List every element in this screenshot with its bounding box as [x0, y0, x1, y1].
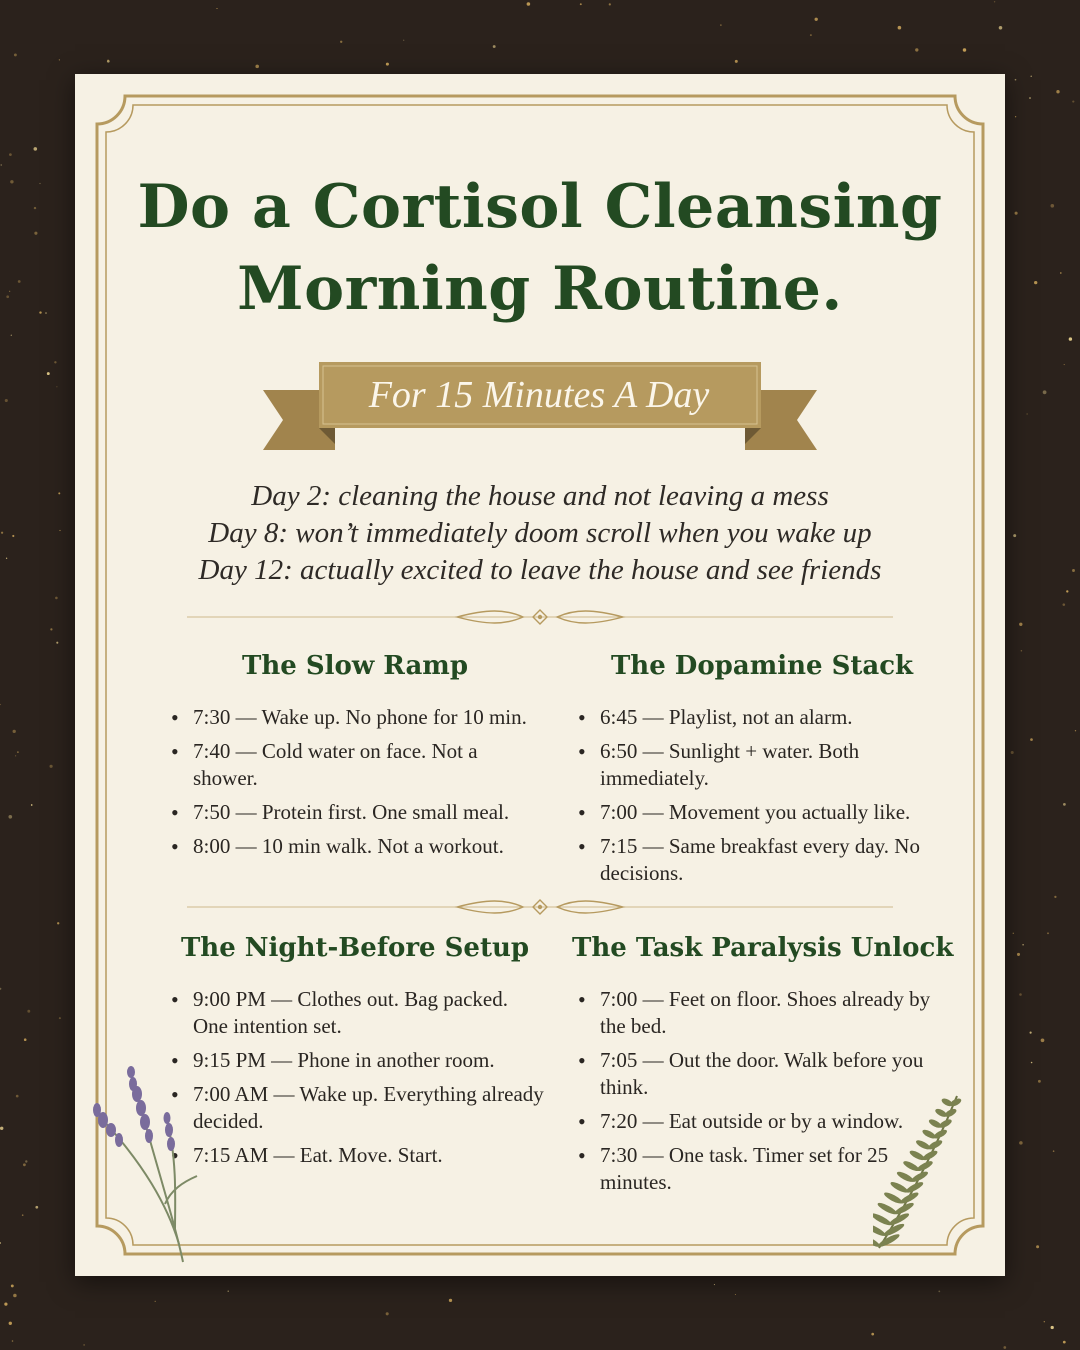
gold-speckle	[16, 1095, 19, 1098]
gold-speckle	[1047, 932, 1049, 934]
gold-speckle	[1063, 603, 1066, 606]
gold-speckle	[1075, 730, 1076, 731]
list-item: • 7:00 — Feet on floor. Shoes already by the bed.	[572, 986, 952, 1040]
gold-speckle	[107, 60, 109, 62]
gold-speckle	[386, 1312, 389, 1315]
gold-speckle	[31, 804, 33, 806]
gold-speckle	[155, 1301, 156, 1302]
poster-card	[75, 74, 1005, 1276]
fern-leaflet	[896, 1170, 915, 1184]
gold-speckle	[340, 41, 342, 43]
gold-speckle	[50, 628, 52, 630]
gold-speckle	[228, 1291, 229, 1292]
fern-leaflet	[938, 1118, 953, 1130]
fern-leaflet	[932, 1128, 948, 1140]
gold-speckle	[1072, 101, 1074, 103]
gold-speckle	[1030, 1032, 1032, 1034]
section-night-before-setup	[165, 928, 545, 1176]
gold-speckle	[1043, 390, 1047, 394]
gold-speckle	[18, 280, 21, 283]
gold-speckle	[15, 755, 16, 756]
gold-speckle	[50, 765, 53, 768]
list-item: • 7:00 — Movement you actually like.	[572, 799, 952, 826]
list-item: • 6:50 — Sunlight + water. Both immediately.	[572, 738, 952, 792]
gold-speckle	[9, 291, 10, 292]
gold-speckle	[1011, 751, 1014, 754]
fern-leaflet	[905, 1180, 925, 1194]
fern-frond-icon	[873, 1090, 967, 1252]
day-12-line: Day 12: actually excited to leave the house and see friends	[198, 554, 882, 586]
gold-speckle	[720, 24, 721, 25]
gold-speckle	[34, 207, 36, 209]
gold-speckle	[994, 1, 995, 2]
gold-speckle	[59, 1017, 61, 1019]
gold-speckle	[1003, 1346, 1006, 1349]
gold-speckle	[56, 386, 57, 387]
gold-speckle	[1, 532, 3, 534]
gold-speckle	[58, 492, 60, 494]
gold-speckle	[0, 988, 1, 990]
gold-speckle	[1013, 933, 1014, 934]
page-title	[75, 166, 1005, 330]
gold-speckle	[11, 335, 12, 336]
gold-speckle	[735, 1294, 736, 1295]
gold-speckle	[24, 1038, 27, 1041]
gold-speckle	[27, 1010, 30, 1013]
gold-speckle	[10, 180, 13, 183]
fern-leaflet	[921, 1149, 938, 1162]
gold-speckle	[527, 2, 531, 6]
list-item: • 7:15 — Same breakfast every day. No decisions.	[572, 833, 952, 887]
gold-speckle	[39, 183, 40, 184]
gold-speckle	[1060, 272, 1062, 274]
gold-speckle	[1015, 116, 1016, 117]
routine-list	[165, 986, 545, 1169]
gold-speckle	[1056, 90, 1059, 93]
gold-speckle	[59, 530, 60, 531]
gold-speckle	[493, 45, 496, 48]
gold-speckle	[55, 597, 58, 600]
gold-speckle	[714, 1284, 715, 1285]
gold-speckle	[6, 558, 7, 559]
section-title: The Task Paralysis Unlock	[572, 933, 954, 963]
gold-speckle	[1064, 364, 1065, 365]
gold-speckle	[1019, 993, 1022, 996]
gold-speckle	[938, 1291, 940, 1293]
gold-speckle	[1036, 1245, 1039, 1248]
gold-speckle	[255, 65, 259, 69]
gold-speckle	[1044, 1321, 1045, 1322]
fern-leaflet	[902, 1159, 920, 1173]
gold-speckle	[54, 361, 56, 363]
gold-speckle	[12, 535, 14, 537]
list-item: • 7:30 — Wake up. No phone for 10 min.	[165, 704, 545, 731]
gold-speckle	[1, 164, 2, 165]
fern-leaflet	[908, 1149, 925, 1162]
gold-speckle	[47, 372, 50, 375]
gold-speckle	[23, 1163, 26, 1166]
fern-leaflet	[910, 1170, 929, 1184]
gold-speckle	[11, 1284, 14, 1287]
gold-speckle	[1034, 281, 1037, 284]
gold-speckle	[449, 1299, 452, 1302]
gold-speckle	[9, 153, 12, 156]
list-item: • 7:50 — Protein first. One small meal.	[165, 799, 545, 826]
gold-speckle	[57, 922, 59, 924]
gold-speckle	[1053, 1150, 1055, 1152]
list-item: • 7:00 AM — Wake up. Everything already decided.	[165, 1081, 545, 1135]
gold-speckle	[1022, 944, 1024, 946]
list-item: • 8:00 — 10 min walk. Not a workout.	[165, 833, 545, 860]
gold-speckle	[898, 26, 902, 30]
gold-speckle	[1015, 212, 1018, 215]
title-line-2: Morning Routine.	[237, 254, 843, 324]
gold-speckle	[34, 147, 38, 151]
fern-leaflet	[916, 1159, 934, 1173]
gold-speckle	[56, 642, 58, 644]
gold-speckle	[13, 730, 16, 733]
gold-speckle	[12, 1340, 14, 1342]
title-line-1: Do a Cortisol Cleansing	[137, 172, 943, 242]
gold-speckle	[1072, 569, 1075, 572]
gold-speckle	[1019, 1141, 1023, 1145]
gold-speckle	[0, 704, 1, 705]
section-slow-ramp	[165, 646, 545, 867]
list-item: • 7:05 — Out the door. Walk before you think.	[572, 1047, 952, 1101]
gold-speckle	[25, 1160, 27, 1162]
gold-speckle	[83, 1344, 85, 1346]
gold-speckle	[1066, 590, 1068, 592]
gold-speckle	[39, 311, 41, 313]
gold-speckle	[1017, 953, 1020, 956]
gold-speckle	[915, 48, 918, 51]
gold-speckle	[735, 60, 738, 63]
ribbon-label: For 15 Minutes A Day	[368, 374, 710, 416]
gold-speckle	[1051, 1326, 1054, 1329]
gold-speckle	[871, 1333, 874, 1336]
gold-speckle	[1051, 204, 1055, 208]
fern-leaflet	[928, 1118, 943, 1130]
gold-speckle	[1063, 803, 1066, 806]
gold-speckle	[1069, 337, 1072, 340]
ornamental-divider-icon	[187, 896, 893, 918]
gold-speckle	[1031, 1062, 1033, 1064]
list-item: • 7:20 — Eat outside or by a window.	[572, 1108, 952, 1135]
section-title: The Night-Before Setup	[180, 933, 530, 963]
fern-leaflet	[915, 1139, 932, 1152]
gold-speckle	[1027, 413, 1028, 414]
routine-list	[165, 704, 545, 860]
gold-speckle	[403, 40, 404, 41]
gold-speckle	[17, 751, 19, 753]
gold-speckle	[1013, 534, 1016, 537]
fern-leaflet	[899, 1191, 920, 1206]
gold-speckle	[386, 63, 389, 66]
gold-speckle	[9, 1322, 12, 1325]
gold-speckle	[1038, 1080, 1041, 1083]
gold-speckle	[1021, 650, 1023, 652]
gold-speckle	[999, 26, 1003, 30]
gold-speckle	[5, 399, 8, 402]
gold-speckle	[1015, 79, 1017, 81]
gold-speckle	[14, 53, 17, 56]
gold-speckle	[1019, 623, 1022, 626]
fern-leaflet	[921, 1128, 937, 1140]
gold-speckle	[1030, 738, 1033, 741]
day-2-line: Day 2: cleaning the house and not leaving a mess	[251, 480, 829, 512]
list-item: • 6:45 — Playlist, not an alarm.	[572, 704, 952, 731]
list-item: • 7:40 — Cold water on face. Not a shower.	[165, 738, 545, 792]
day-progress-list	[75, 478, 1005, 589]
gold-speckle	[1063, 1341, 1066, 1344]
gold-speckle	[59, 59, 60, 60]
gold-speckle	[1054, 896, 1056, 898]
fern-leaflet	[876, 1201, 898, 1216]
list-item: • 9:00 PM — Clothes out. Bag packed. One intention set.	[165, 986, 545, 1040]
list-item: • 7:15 AM — Eat. Move. Start.	[165, 1142, 545, 1169]
gold-speckle	[963, 48, 966, 51]
lavender-sprig-icon	[79, 1054, 209, 1266]
gold-speckle	[0, 1127, 3, 1130]
gold-speckle	[4, 1302, 7, 1305]
gold-speckle	[0, 1242, 1, 1244]
ornamental-divider-icon	[187, 606, 893, 628]
section-dopamine-stack	[572, 646, 952, 894]
gold-speckle	[8, 815, 12, 819]
gold-speckle	[1031, 76, 1032, 77]
gold-speckle	[22, 1214, 24, 1216]
section-title: The Dopamine Stack	[610, 651, 914, 681]
gold-speckle	[13, 1294, 17, 1298]
gold-speckle	[580, 3, 582, 5]
gold-speckle	[45, 312, 47, 314]
gold-speckle	[35, 1206, 38, 1209]
fern-leaflet	[927, 1138, 944, 1151]
gold-speckle	[34, 232, 37, 235]
day-8-line: Day 8: won’t immediately doom scroll when you wake up	[208, 517, 872, 549]
list-item: • 9:15 PM — Phone in another room.	[165, 1047, 545, 1074]
gold-speckle	[609, 3, 611, 5]
fern-leaflet	[883, 1191, 904, 1206]
gold-speckle	[810, 34, 812, 36]
gold-speckle	[1029, 97, 1031, 99]
list-item: • 7:30 — One task. Timer set for 25 minutes.	[572, 1142, 952, 1196]
fern-leaflet	[889, 1180, 909, 1194]
gold-speckle	[6, 295, 9, 298]
routine-list	[572, 704, 952, 887]
gold-speckle	[216, 8, 217, 9]
section-title: The Slow Ramp	[241, 651, 468, 681]
gold-speckle	[1041, 1038, 1045, 1042]
gold-speckle	[815, 18, 818, 21]
